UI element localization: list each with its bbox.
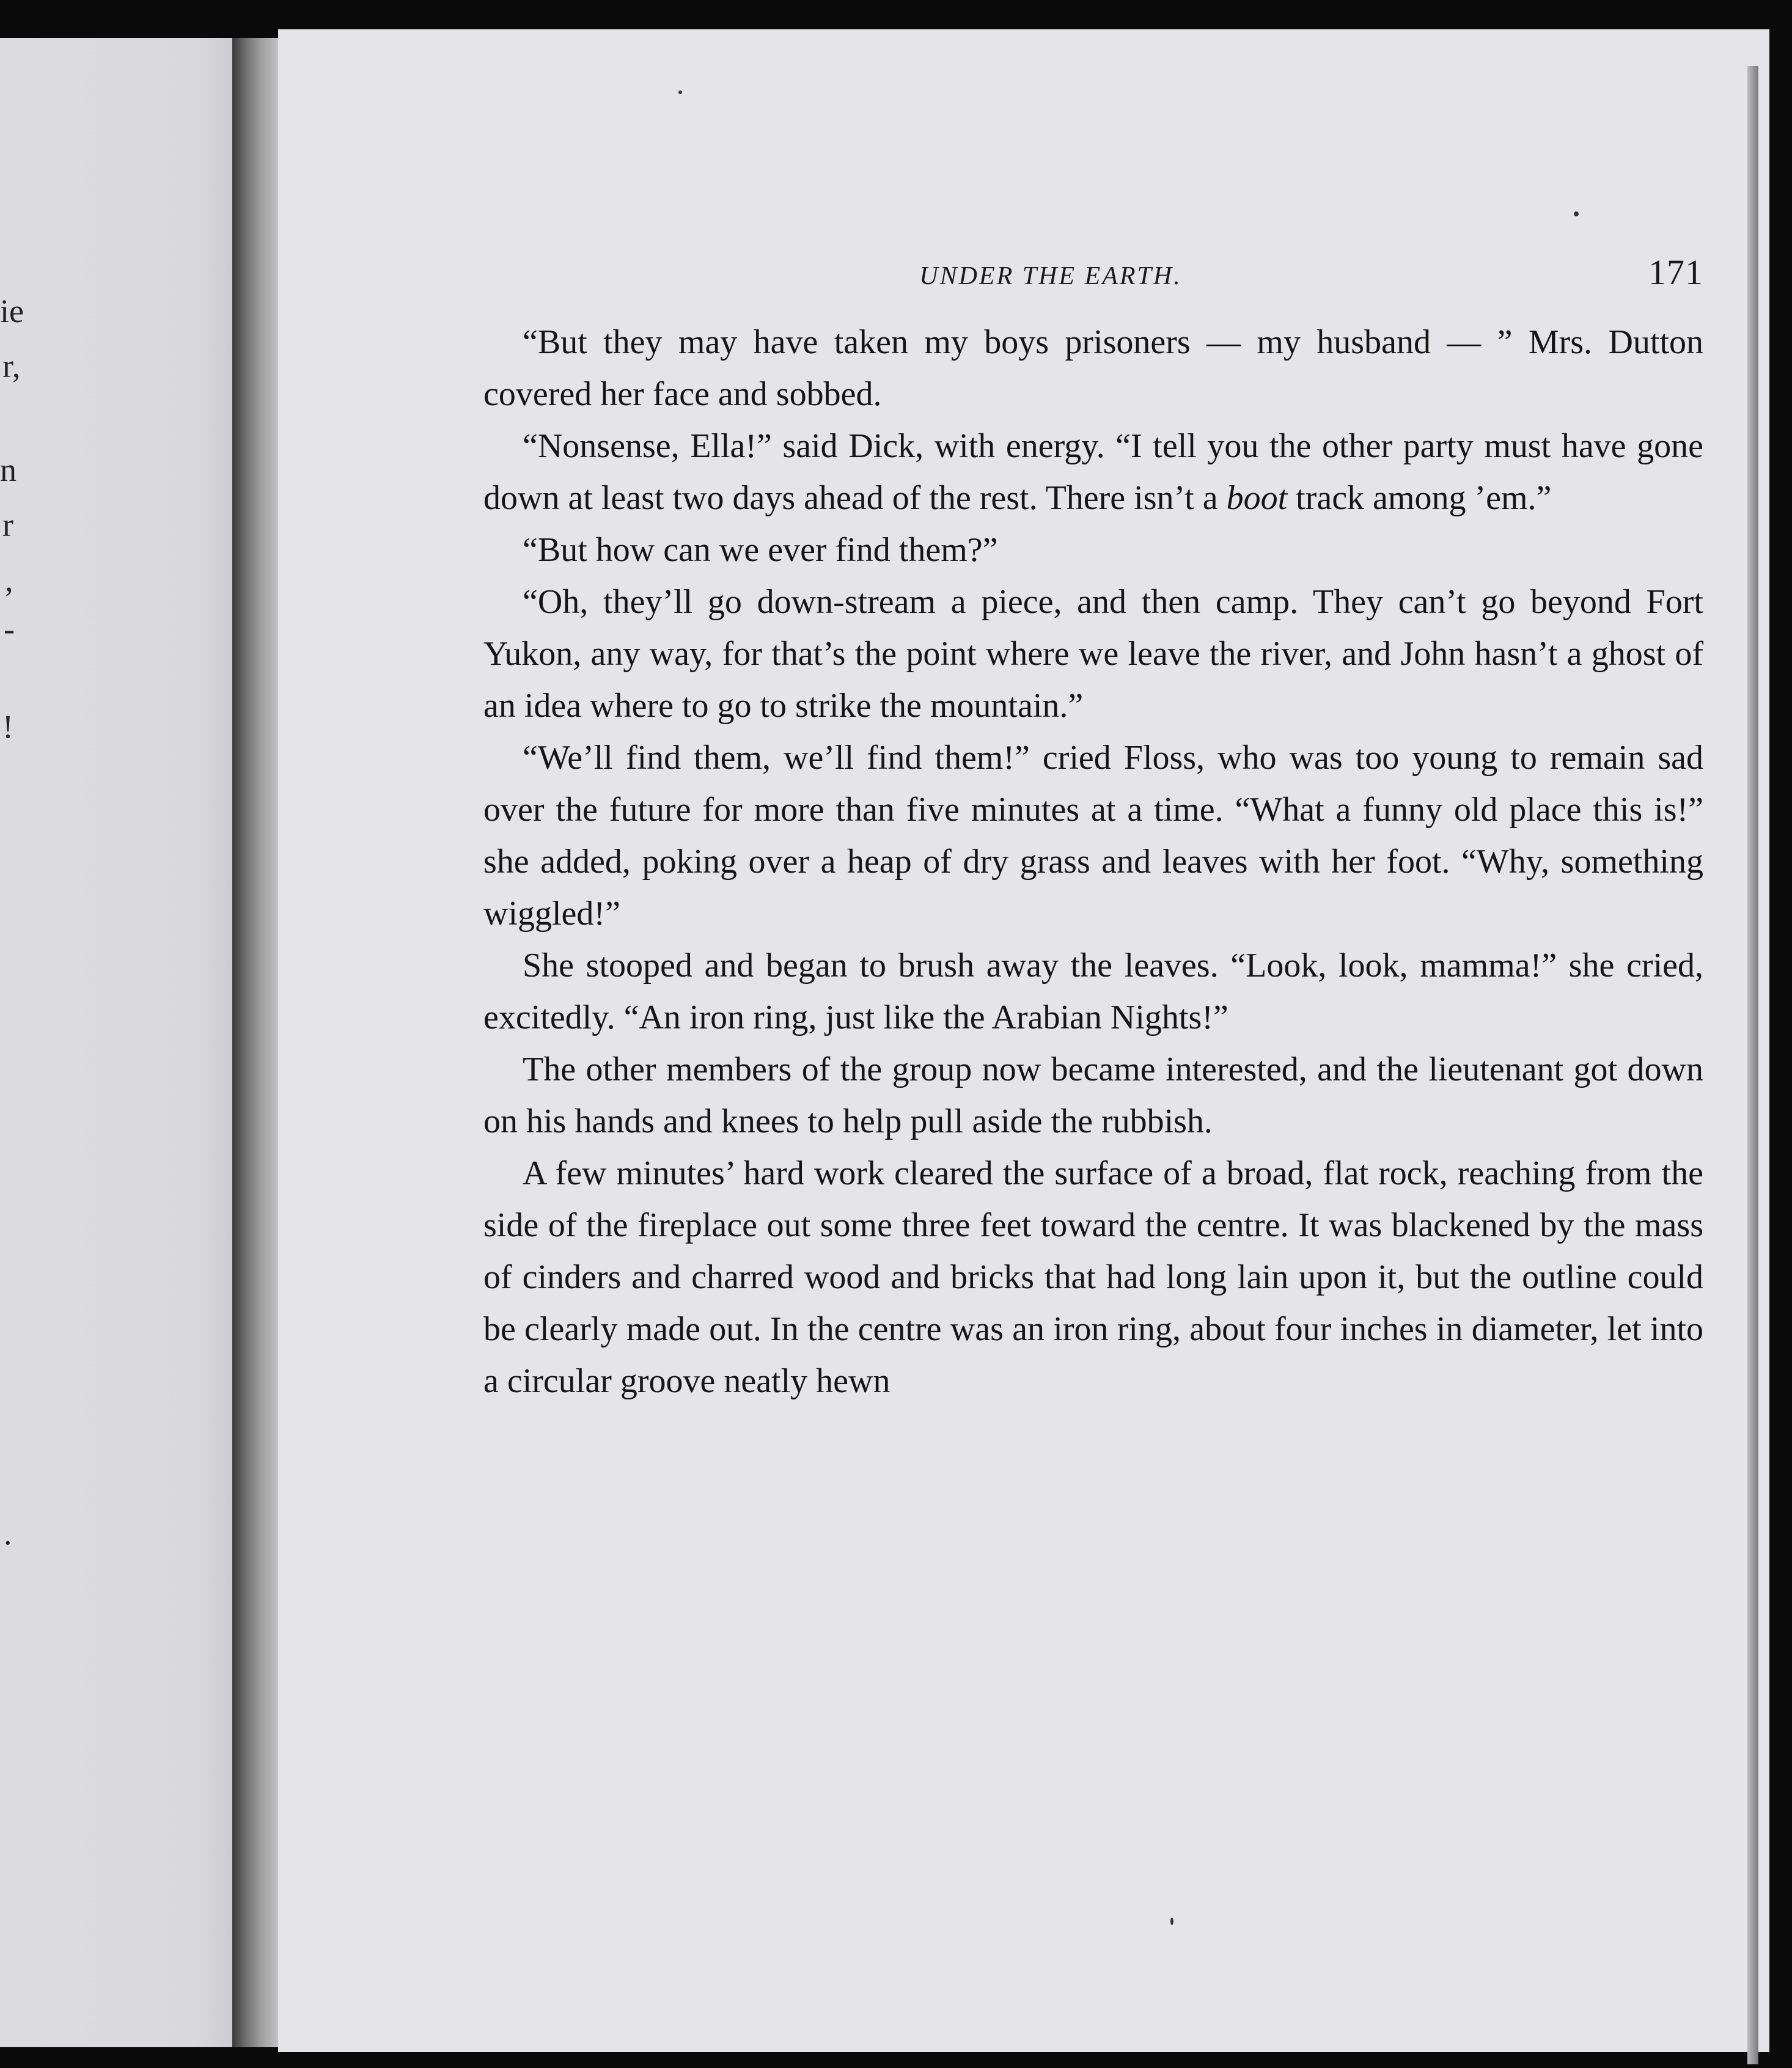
left-page-fragment: .: [4, 1515, 12, 1552]
left-page-fragment: n: [0, 452, 17, 488]
paragraph: The other members of the group now became interested, and the lieutenant got down on his hands and knees to help pull aside the rubbish.: [483, 1050, 1703, 1140]
scan-speck: [678, 90, 682, 94]
emphasized-word: boot: [1226, 479, 1288, 517]
paragraph: “But how can we ever find them?”: [523, 531, 998, 569]
paragraph: “Nonsense, Ella!” said Dick, with energy. “I tell you the other party must have gone down at least two days ahead of the rest. There isn’t a boot track among ’em.”: [483, 427, 1703, 517]
left-page-fragment: ie: [0, 293, 24, 329]
scan-speck: [1170, 1918, 1173, 1925]
left-page-fragment: !: [2, 708, 13, 745]
paragraph: “We’ll find them, we’ll find them!” cried Floss, who was too young to remain sad over the future for more than five minutes at a time. “What a funny old place this is!” she added, poking over a heap of dry grass and leaves with her foot. “Why, something wiggled!”: [483, 739, 1703, 933]
left-page-fragment: r,: [2, 348, 21, 384]
paragraph: A few minutes’ hard work cleared the surface of a broad, flat rock, reaching from the side of the fireplace out some three feet toward the centre. It was blackened by the mass of cinders and charred wood and bricks that had long lain upon it, but the outline could be clearly made out. In the centre was an iron ring, about four inches in diameter, let into a circular groove neatly hewn: [483, 1154, 1703, 1400]
right-page: [278, 29, 1769, 2052]
left-page-fragment: ,: [5, 562, 13, 598]
paragraph: “But they may have taken my boys prisoners — my husband — ” Mrs. Dutton covered her face and sobbed.: [483, 323, 1703, 413]
book-gutter: [232, 38, 281, 2047]
page-number: 171: [1648, 252, 1703, 292]
body-text: [483, 317, 1703, 1407]
left-page-fragment: r: [2, 507, 13, 543]
page-header: [483, 249, 1703, 310]
running-head: UNDER THE EARTH.: [919, 262, 1182, 290]
paragraph: She stooped and began to brush away the leaves. “Look, look, mamma!” she cried, excitedly. “An iron ring, just like the Arabian Nights!”: [483, 947, 1703, 1036]
page-edge-shadow: [1747, 66, 1758, 2064]
left-page-fragment: -: [4, 610, 15, 647]
paragraph: “Oh, they’ll go down-stream a piece, and then camp. They can’t go beyond Fort Yukon, any way, for that’s the point where we leave the river, and John hasn’t a ghost of an idea where to go to strike the mountain.”: [483, 583, 1703, 725]
left-page: [0, 38, 244, 2047]
scan-speck: [1574, 211, 1579, 216]
